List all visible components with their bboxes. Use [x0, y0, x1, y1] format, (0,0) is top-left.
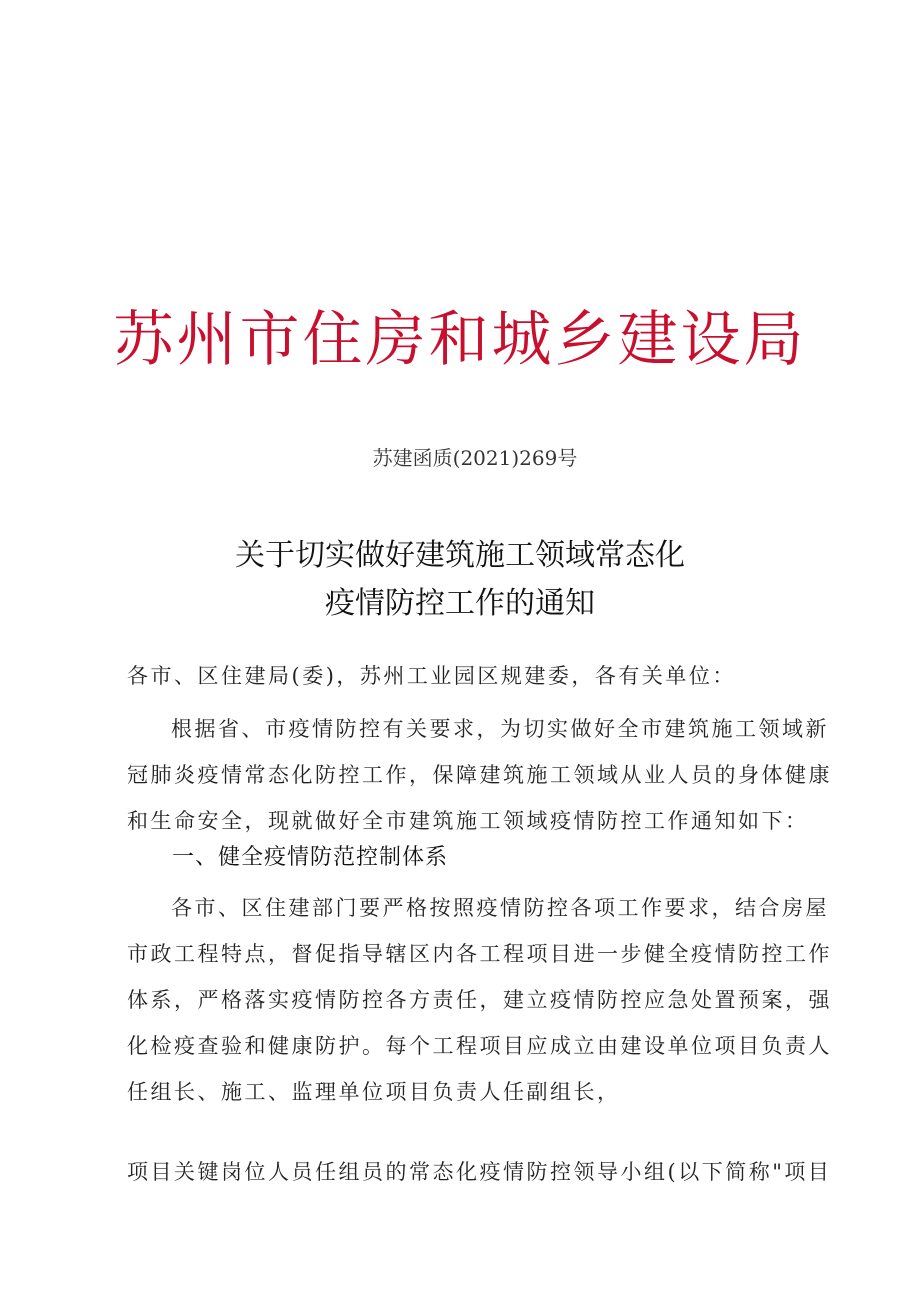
salutation: 各市、区住建局(委)，苏州工业园区规建委，各有关单位： — [127, 664, 736, 688]
paragraph-1 — [127, 706, 832, 844]
paragraph-2-line: 化检疫查验和健康防护。每个工程项目应成立由建设单位项目负责人 — [127, 1034, 832, 1058]
paragraph-2 — [127, 885, 832, 1115]
section-1-heading: 一、健全疫情防范控制体系 — [172, 845, 449, 870]
organization-header: 苏州市住房和城乡建设局 — [113, 305, 807, 375]
document-title — [0, 532, 920, 628]
paragraph-2-line: 各市、区住建部门要严格按照疫情防控各项工作要求，结合房屋 — [171, 896, 829, 920]
paragraph-1-line: 冠肺炎疫情常态化防控工作，保障建筑施工领域从业人员的身体健康 — [127, 763, 832, 787]
paragraph-2-line: 任组长、施工、监理单位项目负责人任副组长， — [127, 1080, 621, 1104]
title-line-2: 疫情防控工作的通知 — [325, 586, 595, 621]
paragraph-3-line: 项目关键岗位人员任组员的常态化疫情防控领导小组(以下简称"项目 — [127, 1160, 832, 1184]
paragraph-2-line: 市政工程特点，督促指导辖区内各工程项目进一步健全疫情防控工作 — [127, 942, 832, 966]
paragraph-2-line: 体系，严格落实疫情防控各方责任，建立疫情防控应急处置预案，强 — [127, 988, 832, 1012]
document-number: 苏建函质(2021)269号 — [372, 446, 578, 470]
paragraph-3 — [127, 1156, 832, 1188]
paragraph-1-line: 根据省、市疫情防控有关要求，为切实做好全市建筑施工领域新 — [171, 717, 829, 741]
title-line-1: 关于切实做好建筑施工领域常态化 — [235, 538, 685, 573]
paragraph-1-line: 和生命安全，现就做好全市建筑施工领域疫情防控工作通知如下： — [127, 809, 809, 833]
